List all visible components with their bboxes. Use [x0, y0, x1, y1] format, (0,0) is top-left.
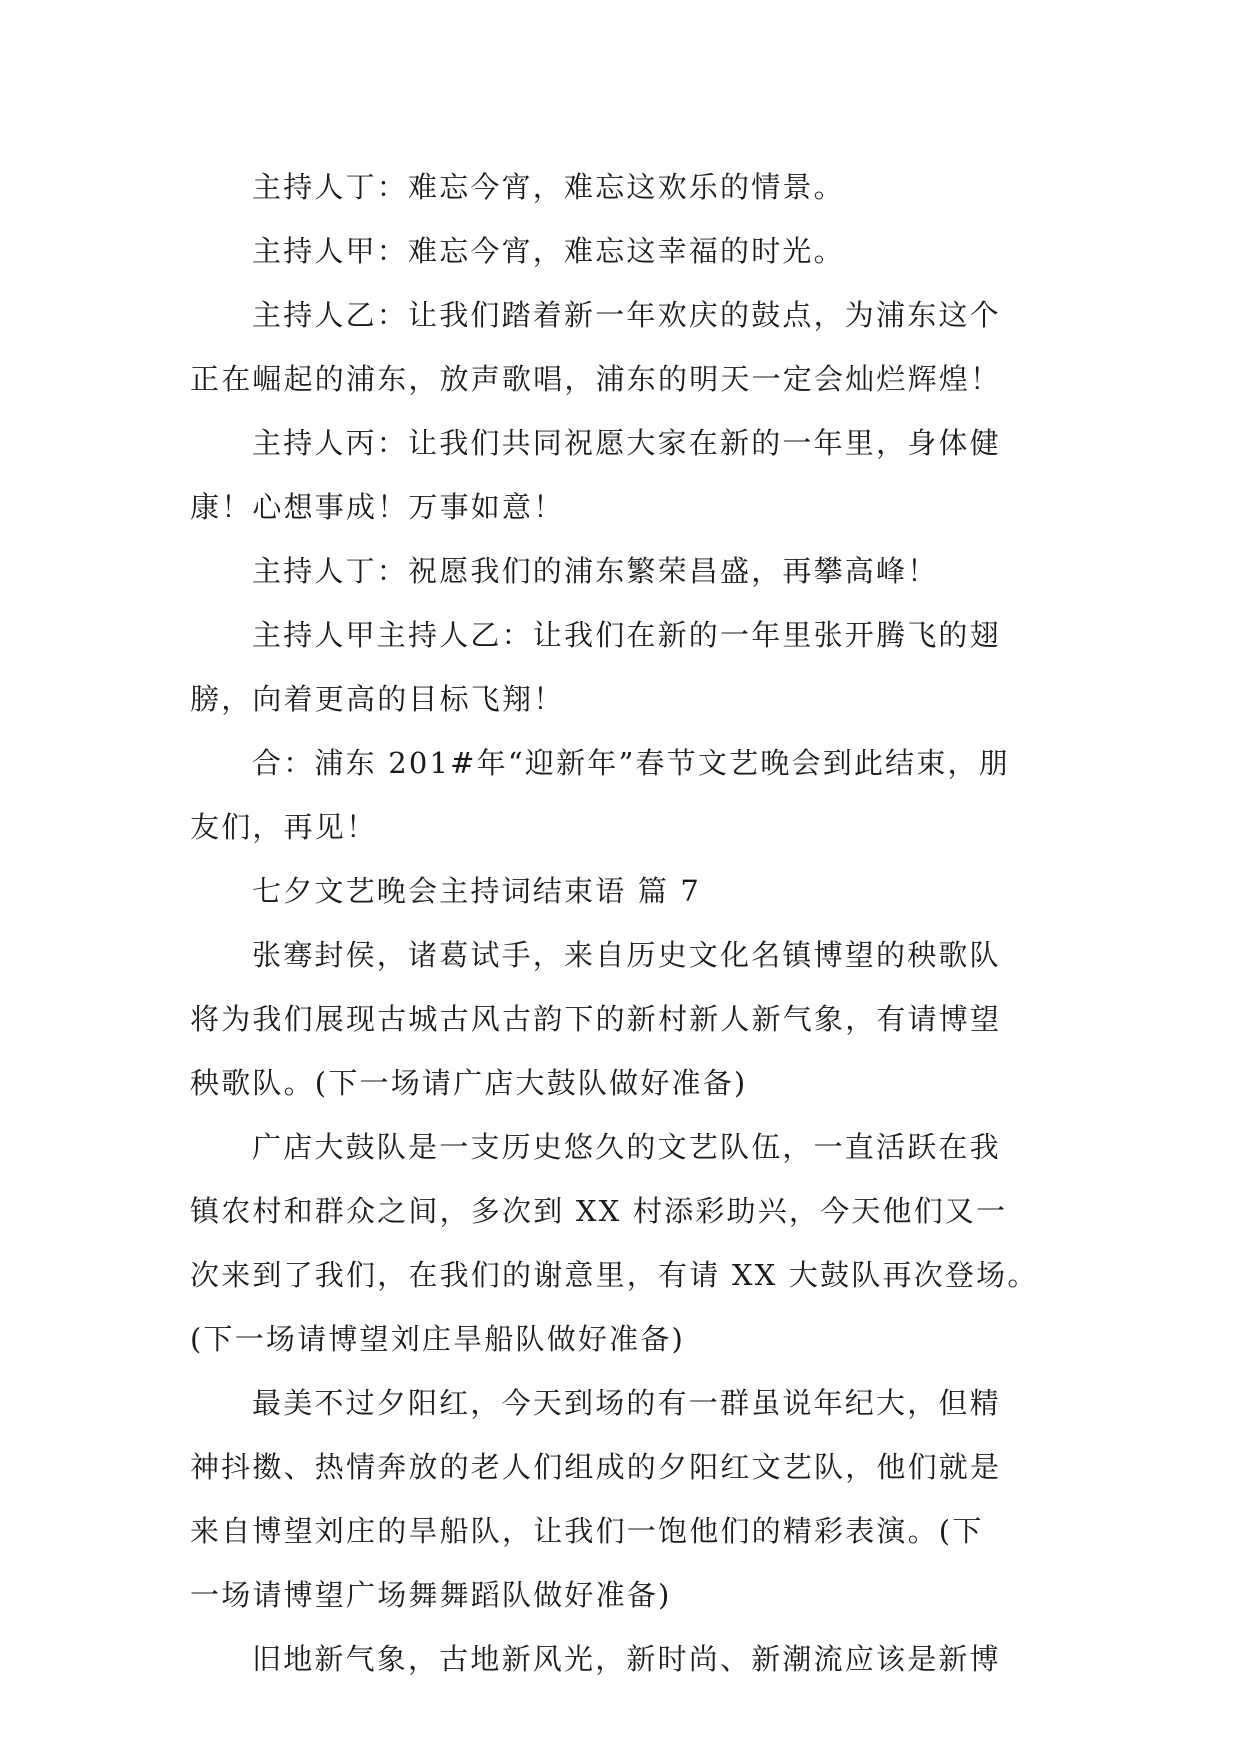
text-line: (下一场请博望刘庄旱船队做好准备) — [190, 1322, 686, 1356]
text-line: 正在崛起的浦东，放声歌唱，浦东的明天一定会灿烂辉煌！ — [190, 362, 1002, 396]
text-line: 镇农村和群众之间，多次到 XX 村添彩助兴，今天他们又一 — [190, 1194, 1008, 1228]
text-line: 主持人丁：难忘今宵，难忘这欢乐的情景。 — [252, 170, 845, 204]
text-line: 广店大鼓队是一支历史悠久的文艺队伍，一直活跃在我 — [252, 1130, 1001, 1164]
text-line: 主持人甲主持人乙：让我们在新的一年里张开腾飞的翅 — [252, 618, 1001, 652]
document-body — [190, 155, 1060, 1691]
text-line: 友们，再见！ — [190, 810, 378, 844]
text-line: 秧歌队。(下一场请广店大鼓队做好准备) — [190, 1066, 748, 1100]
text-line: 来自博望刘庄的旱船队，让我们一饱他们的精彩表演。(下 — [190, 1514, 984, 1548]
text-line: 主持人乙：让我们踏着新一年欢庆的鼓点，为浦东这个 — [252, 298, 1001, 332]
text-line: 次来到了我们，在我们的谢意里，有请 XX 大鼓队再次登场。 — [190, 1258, 1039, 1292]
text-line: 张骞封侯，诸葛试手，来自历史文化名镇博望的秧歌队 — [252, 938, 1001, 972]
text-line: 主持人丁：祝愿我们的浦东繁荣昌盛，再攀高峰！ — [252, 554, 939, 588]
text-line: 一场请博望广场舞舞蹈队做好准备) — [190, 1578, 672, 1612]
text-line: 合：浦东 201#年“迎新年”春节文艺晚会到此结束，朋 — [252, 746, 1010, 780]
text-line: 膀，向着更高的目标飞翔！ — [190, 682, 565, 716]
text-line: 神抖擞、热情奔放的老人们组成的夕阳红文艺队，他们就是 — [190, 1450, 1002, 1484]
text-line: 最美不过夕阳红，今天到场的有一群虽说年纪大，但精 — [252, 1386, 1001, 1420]
text-line: 旧地新气象，古地新风光，新时尚、新潮流应该是新博 — [252, 1642, 1001, 1676]
text-line: 主持人甲：难忘今宵，难忘这幸福的时光。 — [252, 234, 845, 268]
text-line: 康！心想事成！万事如意！ — [190, 490, 565, 524]
section-heading: 七夕文艺晚会主持词结束语 篇 7 — [252, 874, 702, 908]
text-line: 主持人丙：让我们共同祝愿大家在新的一年里，身体健 — [252, 426, 1001, 460]
text-line: 将为我们展现古城古风古韵下的新村新人新气象，有请博望 — [190, 1002, 1002, 1036]
